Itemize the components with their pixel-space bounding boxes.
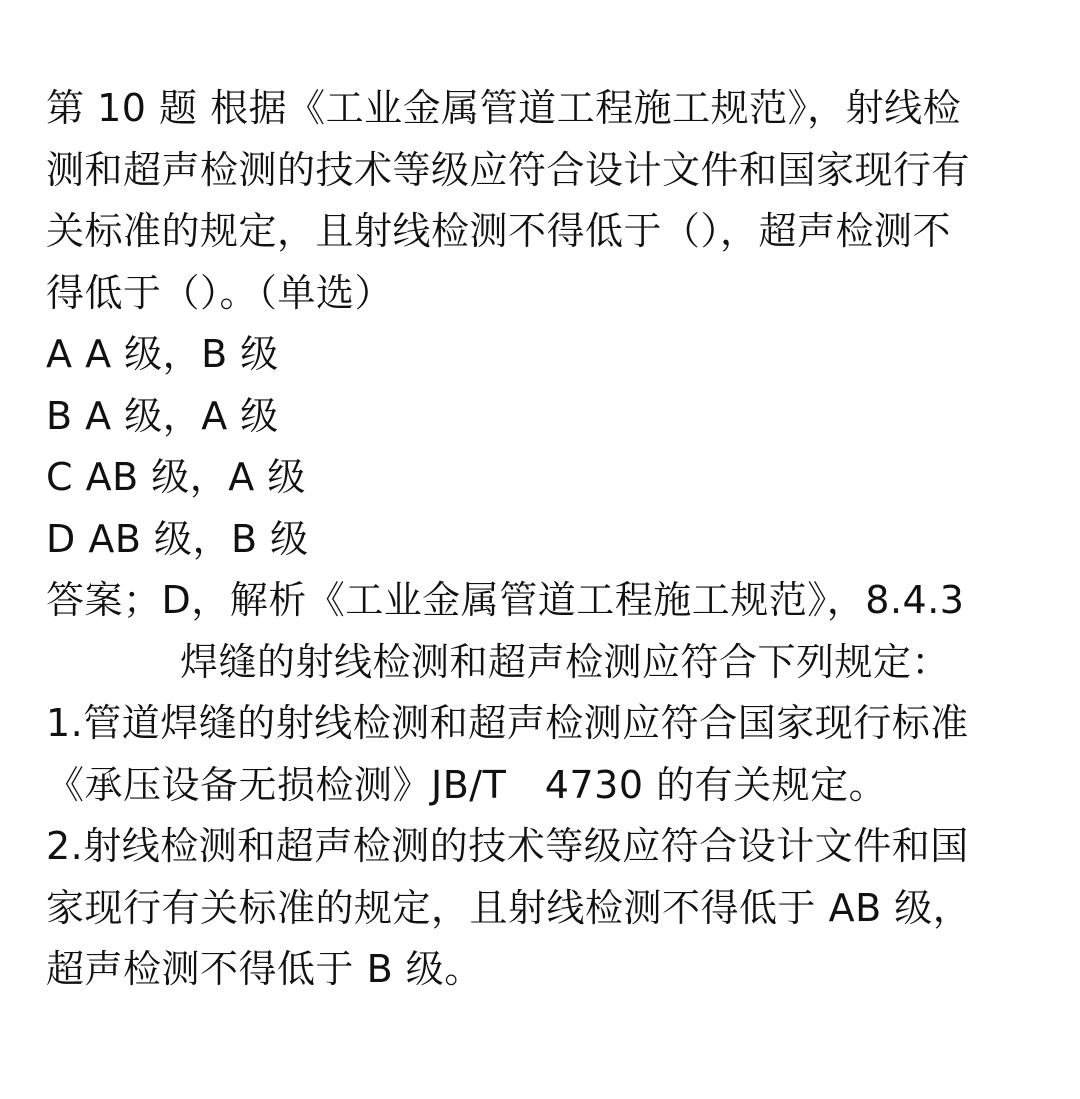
- question-line-3: 关标准的规定，且射线检测不得低于（），超声检测不: [46, 209, 952, 253]
- option-b: B A 级，A 级: [46, 393, 279, 438]
- question-line-2: 测和超声检测的技术等级应符合设计文件和国家现行有: [46, 147, 971, 192]
- question-line-4: 得低于（）。（单选）: [46, 270, 394, 315]
- options-list: [46, 324, 1046, 570]
- answer-block: [46, 570, 1046, 693]
- rule-1-line-1: 1.管道焊缝的射线检测和超声检测应符合国家现行标准: [46, 701, 969, 745]
- option-a: A A 级，B 级: [46, 332, 279, 376]
- rule-2-line-3: 超声检测不得低于 B 级。: [46, 947, 483, 991]
- answer-line-2: 焊缝的射线检测和超声检测应符合下列规定：: [180, 639, 951, 684]
- rules-block: [46, 693, 1046, 1001]
- option-d: D AB 级，B 级: [46, 516, 309, 561]
- answer-line-1: 答案；D，解析《工业金属管道工程施工规范》，8.4.3: [46, 578, 965, 622]
- rule-2-line-1: 2.射线检测和超声检测的技术等级应符合设计文件和国: [46, 824, 969, 868]
- question-line-1: 第 10 题 根据《工业金属管道工程施工规范》，射线检: [46, 86, 962, 130]
- rule-2-line-2: 家现行有关标准的规定，且射线检测不得低于 AB 级，: [46, 885, 972, 930]
- rule-1-line-2: 《承压设备无损检测》JB/T 4730 的有关规定。: [46, 762, 888, 807]
- document-page: [46, 78, 1046, 1001]
- question-block: [46, 78, 1046, 324]
- option-c: C AB 级，A 级: [46, 455, 306, 499]
